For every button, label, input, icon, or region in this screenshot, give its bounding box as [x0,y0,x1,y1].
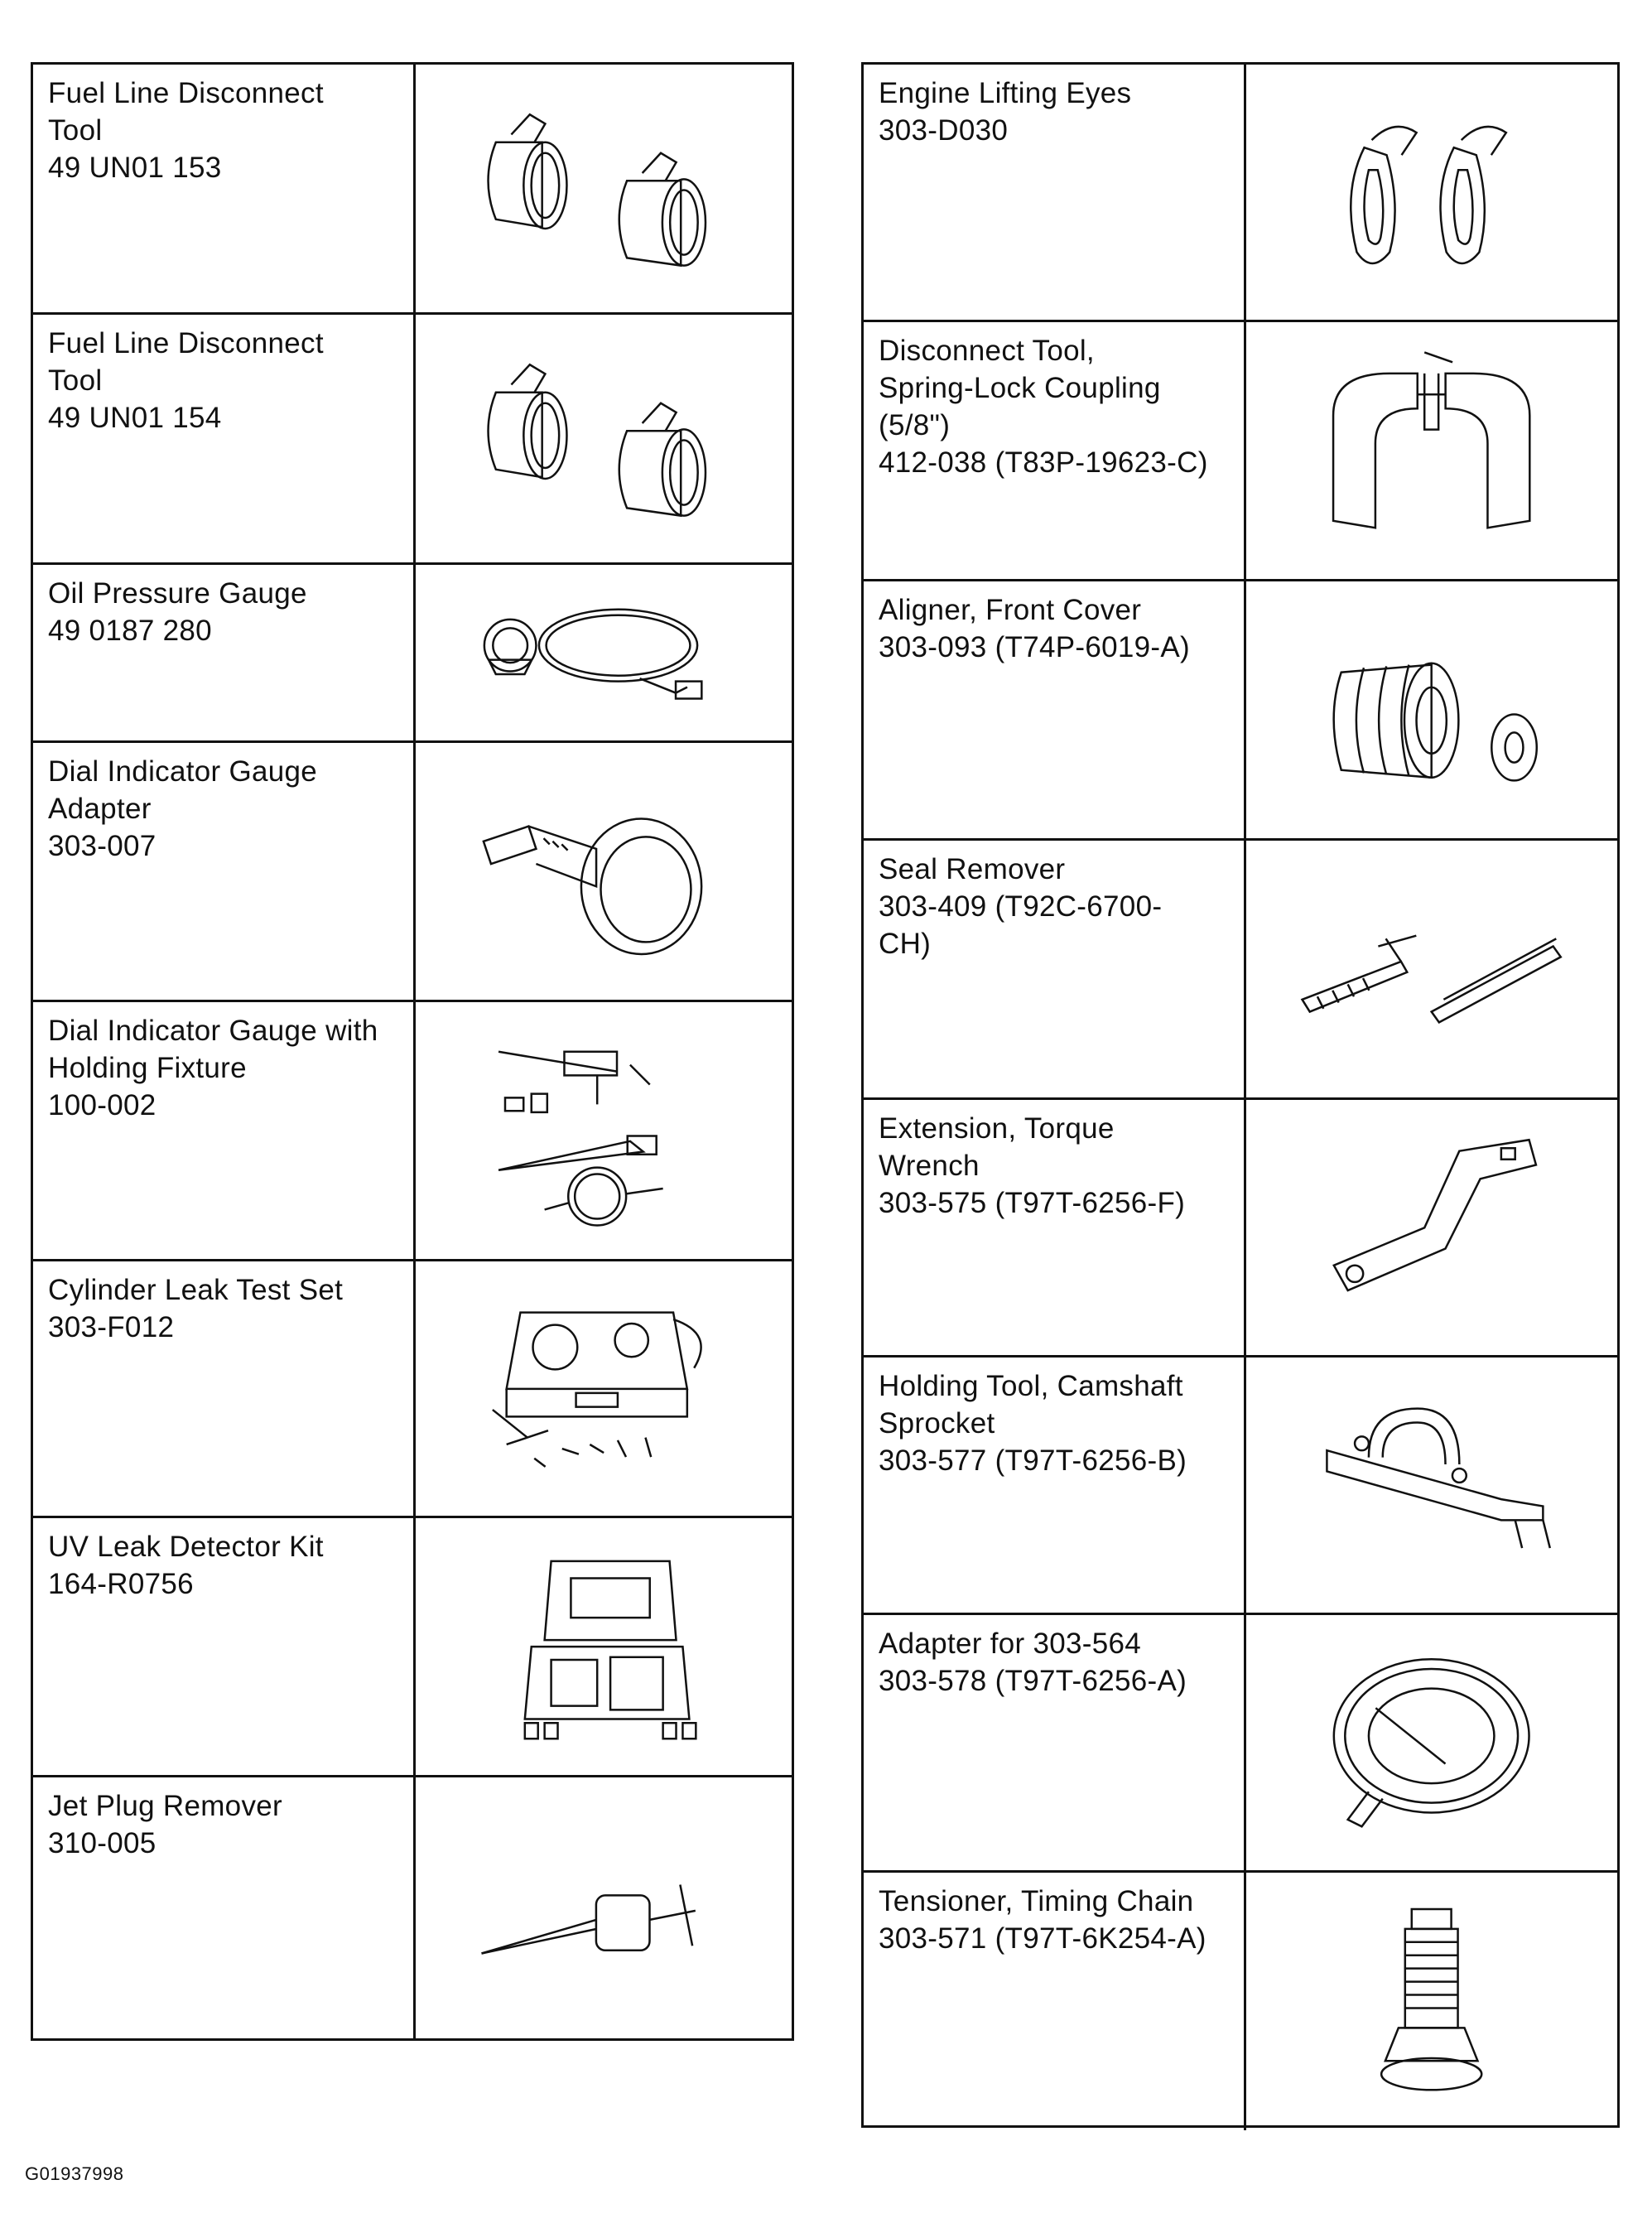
tool-name-line: UV Leak Detector Kit [48,1531,324,1563]
tool-name-line: Dial Indicator Gauge [48,755,318,788]
tool-name-line: Adapter [48,793,152,825]
tool-name-line: Fuel Line Disconnect [48,77,324,109]
leak-test-set-icon [416,1261,792,1516]
tool-number: 303-007 [48,830,157,862]
tool-row [864,841,1617,1100]
tool-name-line: Extension, Torque [879,1112,1115,1145]
tool-name-line: Cylinder Leak Test Set [48,1274,344,1306]
tool-number: 303-093 (T74P-6019-A) [879,631,1190,663]
tool-name-line: Oil Pressure Gauge [48,577,307,610]
tool-description [864,1615,1246,1870]
tool-description [33,1777,416,2038]
seal-remover-icon [1246,841,1617,1097]
tool-number: 412-038 (T83P-19623-C) [879,446,1208,479]
tool-description [864,322,1246,579]
tool-name-line: Disconnect Tool, [879,335,1095,367]
tool-name-line: Engine Lifting Eyes [879,77,1132,109]
tool-description [864,841,1246,1097]
tool-name-line: Holding Tool, Camshaft [879,1370,1183,1402]
tool-name-line: Dial Indicator Gauge with [48,1015,378,1047]
tool-description [864,65,1246,320]
tool-row [864,1358,1617,1615]
dial-indicator-icon [416,1002,792,1259]
tool-name-line: Holding Fixture [48,1052,247,1084]
oil-pressure-gauge-icon [416,565,792,740]
tool-number: 310-005 [48,1827,157,1859]
tool-name-line: Jet Plug Remover [48,1790,282,1822]
tool-description [33,65,416,312]
uv-leak-detector-kit-icon [416,1518,792,1775]
tool-row [864,1615,1617,1873]
gauge-adapter-icon [416,743,792,1000]
tool-name-line: Seal Remover [879,853,1066,885]
tool-number: 303-575 (T97T-6256-F) [879,1187,1186,1219]
fuel-line-disconnect-tool-icon [416,315,792,562]
timing-chain-tensioner-icon [1246,1873,1617,2130]
tool-number: 303-577 (T97T-6256-B) [879,1444,1187,1477]
tool-number: 303-571 (T97T-6K254-A) [879,1922,1206,1955]
tool-row [33,1002,792,1261]
right-tool-table [861,62,1620,2128]
tool-row [864,581,1617,841]
lifting-eyes-icon [1246,65,1617,320]
spring-lock-coupling-tool-icon [1246,322,1617,579]
tool-name-line: Fuel Line Disconnect [48,327,324,359]
tool-name-line: Wrench [879,1150,980,1182]
fuel-line-disconnect-tool-icon [416,65,792,312]
tool-name-line: Tool [48,364,103,397]
tool-description [33,743,416,1000]
tool-name-line: Tool [48,114,103,147]
adapter-pulley-icon [1246,1615,1617,1870]
tool-name-line: Sprocket [879,1407,995,1440]
tool-description [33,1002,416,1259]
tool-description [864,1100,1246,1355]
figure-id: G01937998 [25,2163,124,2184]
tool-row [33,1261,792,1518]
tool-number: CH) [879,928,932,960]
camshaft-holding-tool-icon [1246,1358,1617,1613]
tool-description [33,565,416,740]
tool-description [33,315,416,562]
tool-number: 303-D030 [879,114,1009,147]
tool-number: 303-578 (T97T-6256-A) [879,1665,1187,1697]
tool-name-line: Adapter for 303-564 [879,1628,1142,1660]
tool-name-line: (5/8") [879,409,951,441]
tool-description [864,581,1246,838]
tool-number: 49 UN01 154 [48,402,222,434]
tool-row [864,1873,1617,2130]
tool-row [33,1518,792,1777]
tool-description [864,1873,1246,2130]
jet-plug-remover-icon [416,1777,792,2038]
front-cover-aligner-icon [1246,581,1617,838]
tool-description [33,1261,416,1516]
tool-row [864,65,1617,322]
tool-row [33,65,792,315]
tool-name-line: Tensioner, Timing Chain [879,1885,1194,1917]
tool-number: 164-R0756 [48,1568,194,1600]
tool-number: 49 0187 280 [48,615,212,647]
left-tool-table [31,62,794,2041]
tool-row [33,565,792,743]
tool-number: 100-002 [48,1089,157,1121]
tool-description [864,1358,1246,1613]
tool-row [33,743,792,1002]
torque-wrench-extension-icon [1246,1100,1617,1355]
tool-number: 303-F012 [48,1311,175,1343]
tool-row [33,315,792,565]
tool-name-line: Aligner, Front Cover [879,594,1142,626]
tool-row [33,1777,792,2038]
tool-number: 49 UN01 153 [48,152,222,184]
tool-name-line: Spring-Lock Coupling [879,372,1161,404]
tool-row [864,1100,1617,1358]
tool-number: 303-409 (T92C-6700- [879,890,1163,923]
tool-row [864,322,1617,581]
tool-description [33,1518,416,1775]
